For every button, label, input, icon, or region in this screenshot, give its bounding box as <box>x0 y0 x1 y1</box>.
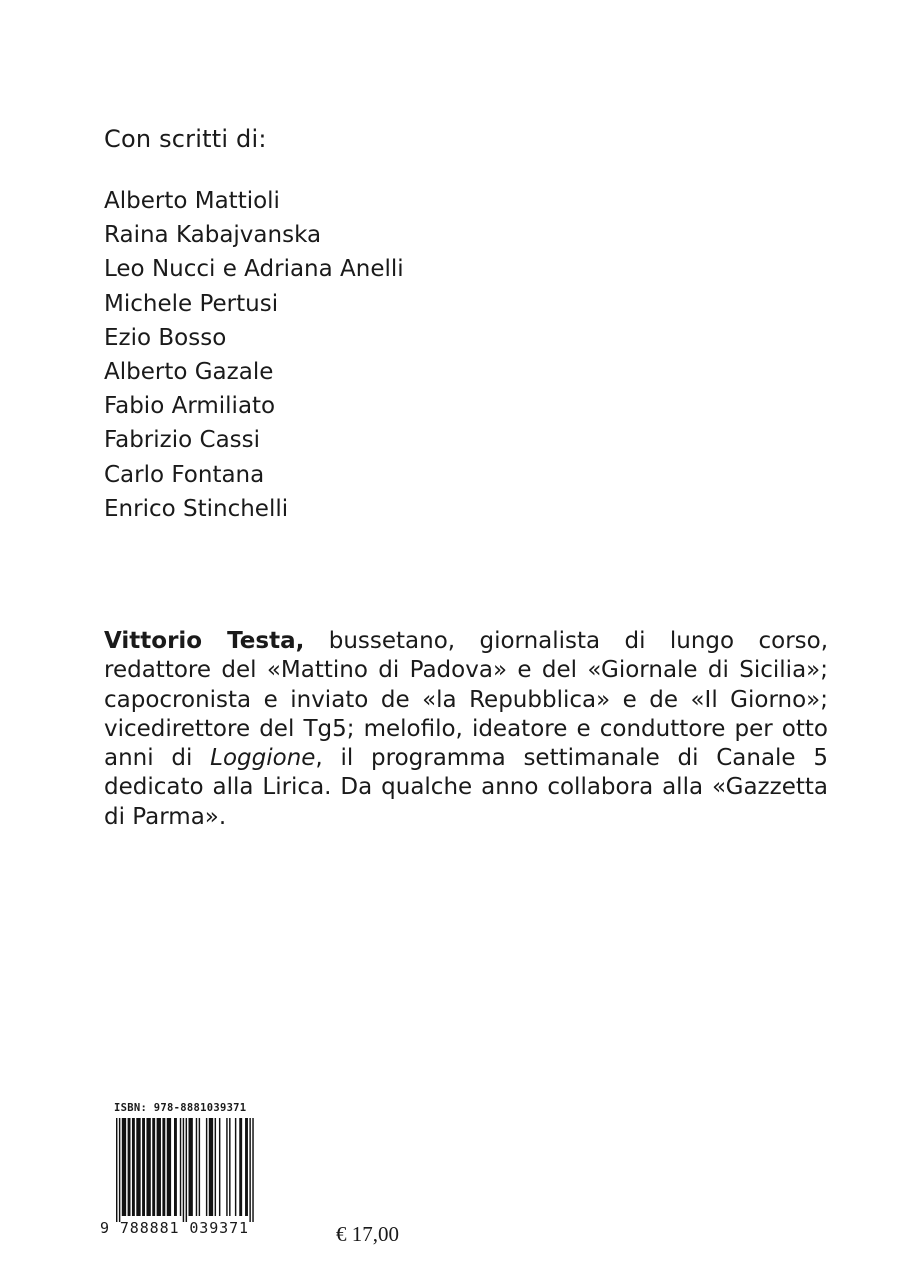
author-name: Fabrizio Cassi <box>104 427 261 454</box>
author-name: Leo Nucci e Adriana Anelli <box>104 256 404 283</box>
barcode <box>100 1102 272 1252</box>
author-bio-text: bussetano, giornalista di lungo corso, redattore del «Mattino di Padova» e del «Giornale di Sicilia»; capocronista e inviato de «la Repubblica» e de «Il Giorno»; vicedirettore del Tg5; melofilo, ideatore e conduttore per otto anni di <box>104 628 829 772</box>
author-name: Ezio Bosso <box>104 324 227 351</box>
author-bio-name: Vittorio Testa, <box>104 628 305 654</box>
heading: Con scritti di: <box>104 125 267 153</box>
ean-digits: 9 788881 039371 <box>100 1219 249 1237</box>
author-name: Enrico Stinchelli <box>104 495 289 522</box>
author-name: Alberto Gazale <box>104 359 274 386</box>
author-name: Raina Kabajvanska <box>104 222 322 249</box>
author-list <box>104 184 404 526</box>
author-name: Michele Pertusi <box>104 290 279 317</box>
author-name: Fabio Armiliato <box>104 393 276 420</box>
author-name: Alberto Mattioli <box>104 188 280 214</box>
tv-show-title: Loggione <box>210 745 316 772</box>
barcode-bars <box>100 1118 268 1222</box>
price: € 17,00 <box>336 1222 399 1246</box>
author-name: Carlo Fontana <box>104 461 265 488</box>
isbn-label: ISBN: 978-8881039371 <box>114 1102 247 1114</box>
author-bio-text: , il programma settimanale di Canale 5 dedicato alla Lirica. Da qualche anno collabora alla «Gazzetta di Parma». <box>104 745 828 830</box>
author-bio <box>104 627 828 832</box>
